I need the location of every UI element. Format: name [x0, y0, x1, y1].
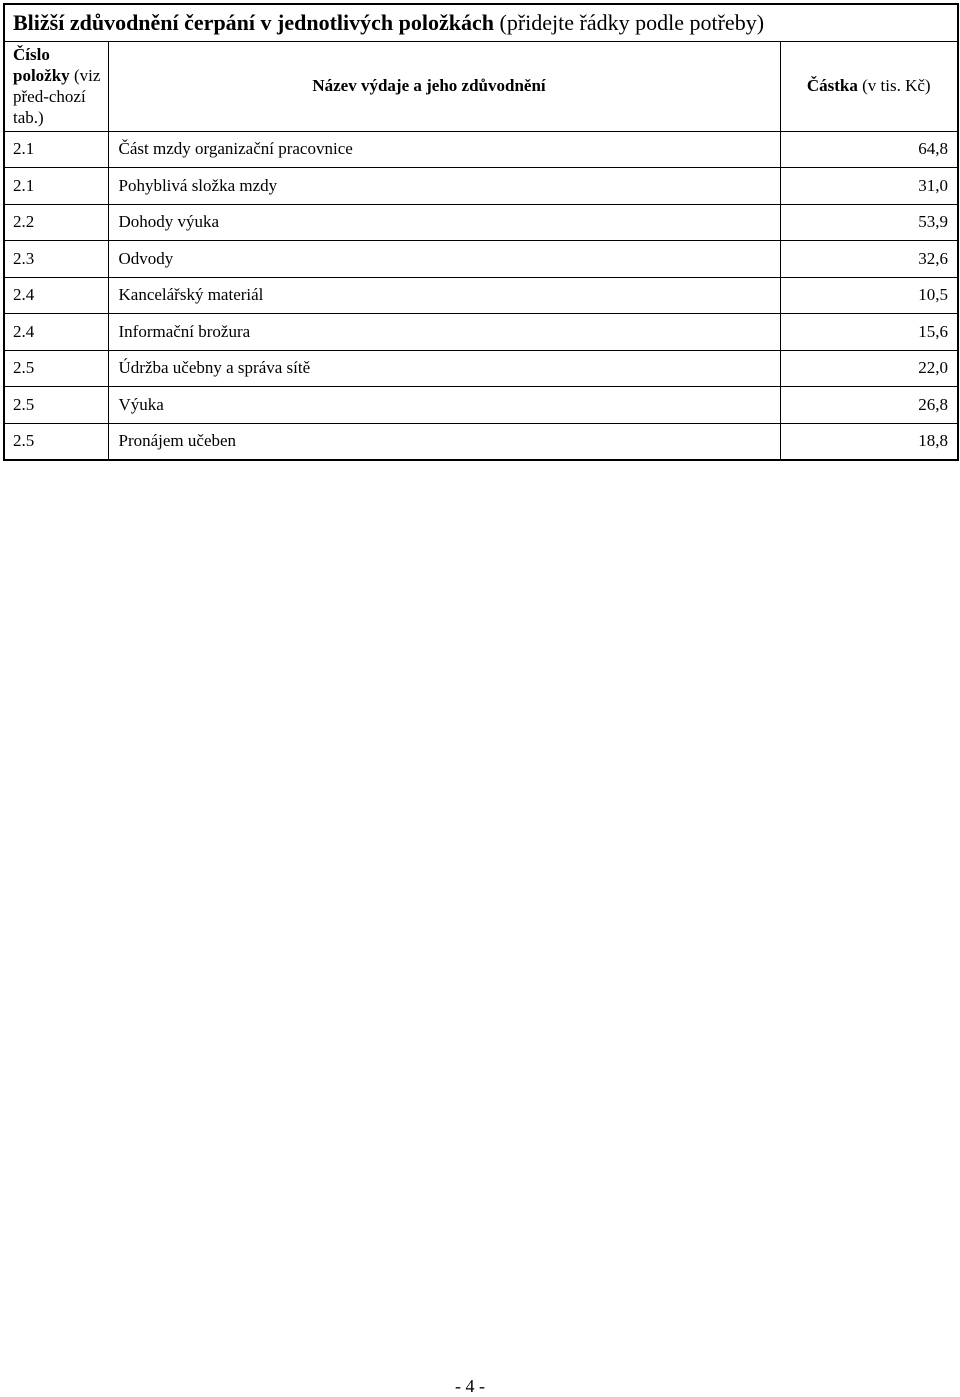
header-number-cell [4, 41, 108, 131]
row-name-cell: Pohyblivá složka mzdy [108, 168, 780, 205]
row-amount-cell: 64,8 [780, 131, 958, 168]
row-name-cell: Informační brožura [108, 314, 780, 351]
row-amount-cell: 26,8 [780, 387, 958, 424]
row-amount-cell: 53,9 [780, 204, 958, 241]
row-amount-cell: 22,0 [780, 350, 958, 387]
header-name-cell [108, 41, 780, 131]
header-amount-note: (v tis. Kč) [862, 76, 931, 95]
table-row [4, 204, 958, 241]
table-body [4, 131, 958, 460]
row-amount-cell: 10,5 [780, 277, 958, 314]
title-bold-text: Bližší zdůvodnění čerpání v jednotlivých položkách [13, 9, 494, 35]
row-number-cell: 2.2 [4, 204, 108, 241]
row-name-cell: Část mzdy organizační pracovnice [108, 131, 780, 168]
row-number-cell: 2.5 [4, 423, 108, 460]
row-number-cell: 2.5 [4, 387, 108, 424]
row-name-cell: Odvody [108, 241, 780, 278]
row-number-cell: 2.1 [4, 131, 108, 168]
table-row [4, 423, 958, 460]
justification-table [3, 3, 959, 461]
row-amount-cell: 15,6 [780, 314, 958, 351]
row-number-cell: 2.5 [4, 350, 108, 387]
row-amount-cell: 31,0 [780, 168, 958, 205]
row-number-cell: 2.3 [4, 241, 108, 278]
table-row [4, 241, 958, 278]
row-number-cell: 2.4 [4, 277, 108, 314]
table-row [4, 131, 958, 168]
table-row [4, 314, 958, 351]
table-title-row [4, 4, 958, 41]
table-title [4, 4, 958, 41]
table-row [4, 350, 958, 387]
row-amount-cell: 32,6 [780, 241, 958, 278]
table-row [4, 168, 958, 205]
row-number-cell: 2.4 [4, 314, 108, 351]
header-amount-label: Částka [806, 76, 858, 95]
header-name-label: Název výdaje a jeho zdůvodnění [312, 76, 546, 95]
row-amount-cell: 18,8 [780, 423, 958, 460]
page-number: - 4 - [455, 1376, 485, 1396]
row-name-cell: Pronájem učeben [108, 423, 780, 460]
header-number-label: Číslo položky [13, 45, 70, 85]
header-number-note: (viz před-chozí tab.) [13, 66, 101, 127]
table-header-row [4, 41, 958, 131]
row-name-cell: Údržba učebny a správa sítě [108, 350, 780, 387]
row-name-cell: Výuka [108, 387, 780, 424]
row-number-cell: 2.1 [4, 168, 108, 205]
table-row [4, 387, 958, 424]
row-name-cell: Kancelářský materiál [108, 277, 780, 314]
header-amount-cell [780, 41, 958, 131]
title-note-text: (přidejte řádky podle potřeby) [499, 9, 765, 35]
row-name-cell: Dohody výuka [108, 204, 780, 241]
table-row [4, 277, 958, 314]
